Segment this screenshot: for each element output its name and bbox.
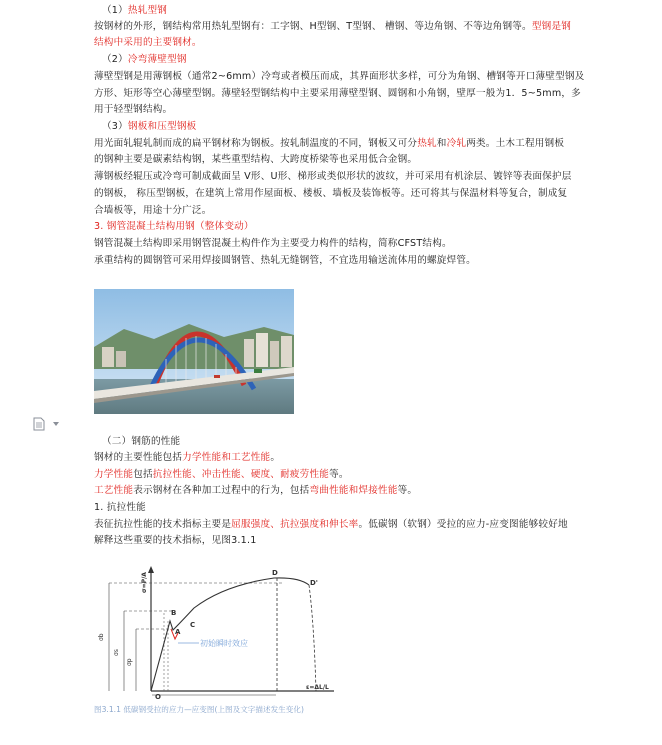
label-sigma-b: σb [98,633,105,641]
paragraph-line [94,21,624,33]
paragraph-line: 用于轻型钢结构。 [94,104,173,115]
text-run: 等。 [397,485,418,496]
paragraph-line: 的钢种主要是碳素结构钢，某些重型结构、大跨度桥梁等也采用低合金钢。 [94,154,418,165]
label-sigma-s: σs [113,649,120,656]
text-run: 和 [436,138,447,149]
emphasis-run: 冷轧 [446,138,467,149]
paragraph-line: 薄壁型钢是用薄钢板（通常2~6mm）冷弯或者模压而成，其界面形状多样，可分为角钢、槽钢等开口薄壁型钢及 [94,71,585,82]
section-heading-hot-rolled [102,5,632,17]
label-O: O [155,693,161,701]
section-number: （3） [102,121,128,132]
document-icon[interactable] [33,416,63,430]
text-run: 表示钢材在各种加工过程中的行为，包括 [133,485,310,496]
section-number: （2） [102,54,128,65]
emphasis-run: 热轧 [417,138,437,149]
stress-strain-diagram [94,563,344,713]
label-B: B [171,609,177,617]
label-A: A [175,628,181,636]
paragraph-line: 薄钢板经辊压或冷弯可制成截面呈 V形、U形、梯形或类似形状的波纹，并可采用有机涂层、镀锌等表面保护层 [94,171,572,182]
section-title: 钢板和压型钢板 [127,121,197,132]
x-axis-label: ε=ΔL/L [306,684,329,691]
emphasis-run: 力学性能 [94,469,134,480]
paragraph-line: 解释这些重要的技术指标，见图3.1.1 [94,535,257,546]
text-run: 包括 [133,469,153,480]
emphasis-run: 弯曲性能和焊接性能 [309,485,398,496]
emphasis-run: 型钢是钢 [531,21,572,32]
dashed-curve [309,585,316,691]
paragraph-line: 结构中采用的主要钢材。 [94,37,202,48]
text-run: 按钢材的外形，钢结构常用热轧型钢有：工字钢、H型钢、T型钢、 槽钢、等边角钢、不等边角钢等。 [94,21,532,32]
emphasis-run: 抗拉性能、冲击性能、硬度、耐疲劳性能 [152,469,330,480]
section-heading-cfst: 3. 钢管混凝土结构用钢（整体变动） [94,221,254,232]
y-axis-label: σ=P/A [141,572,148,593]
section-title: 冷弯薄壁型钢 [127,54,187,65]
figure-caption: 图3.1.1 低碳钢受拉的应力—应变图(上图及文字描述发生变化) [94,705,304,714]
paragraph-line [94,138,624,150]
text-run: 表征抗拉性能的技术指标主要是 [94,519,232,530]
label-C: C [190,621,196,629]
paragraph-line: 方形、矩形等空心薄壁型钢。薄壁轻型钢结构中主要采用薄壁型钢、圆钢和小角钢，壁厚一般为1．5~5mm，多 [94,88,581,99]
paragraph-line: 承重结构的圆钢管可采用焊接圆钢管、热轧无缝钢管，不宜选用输送流体用的螺旋焊管。 [94,255,476,266]
section-heading-steel-plate [102,121,632,133]
bridge-photo [94,289,294,414]
section-heading-cold-formed [102,54,632,66]
text-run: 等。 [329,469,349,480]
chevron-down-icon [53,422,59,426]
label-sigma-p: σp [126,658,133,666]
paragraph-line: 合墙板等，用途十分广泛。 [94,205,212,216]
section-number: （1） [102,5,128,16]
text-run: 两类。土木工程用钢板 [466,138,565,149]
emphasis-run: 力学性能和工艺性能 [182,452,271,463]
subheading-tensile: 1. 抗拉性能 [94,502,146,513]
section-heading-performance: （二）钢筋的性能 [102,436,181,447]
paragraph-line [94,469,624,481]
text-run: 钢材的主要性能包括 [94,452,183,463]
section-title: 热轧型钢 [127,5,168,16]
paragraph-line [94,452,624,464]
y-axis-arrow-icon [148,566,154,573]
emphasis-run: 屈服强度、抗拉强度和伸长率 [231,519,359,530]
emphasis-run: 工艺性能 [94,485,134,496]
paragraph-line: 钢管混凝土结构即采用钢管混凝土构件作为主要受力构件的结构，简称CFST结构。 [94,238,452,249]
label-D-prime: D' [310,579,318,587]
text-run: 。 [270,452,281,463]
label-D: D [272,569,278,577]
text-run: 。低碳钢（软钢）受拉的应力-应变图能够较好地 [358,519,568,530]
paragraph-line: 的钢板， 称压型钢板，在建筑上常用作屋面板、楼板、墙板及装饰板等。还可将其与保温材料等复合，制成复 [94,188,568,199]
paragraph-line [94,519,624,531]
annotation-text: 初始瞬时效应 [200,639,248,648]
text-run: 用光面轧辊轧制而成的扁平钢材称为钢板。按轧制温度的不同，钢板又可分 [94,138,418,149]
paragraph-line [94,485,624,497]
